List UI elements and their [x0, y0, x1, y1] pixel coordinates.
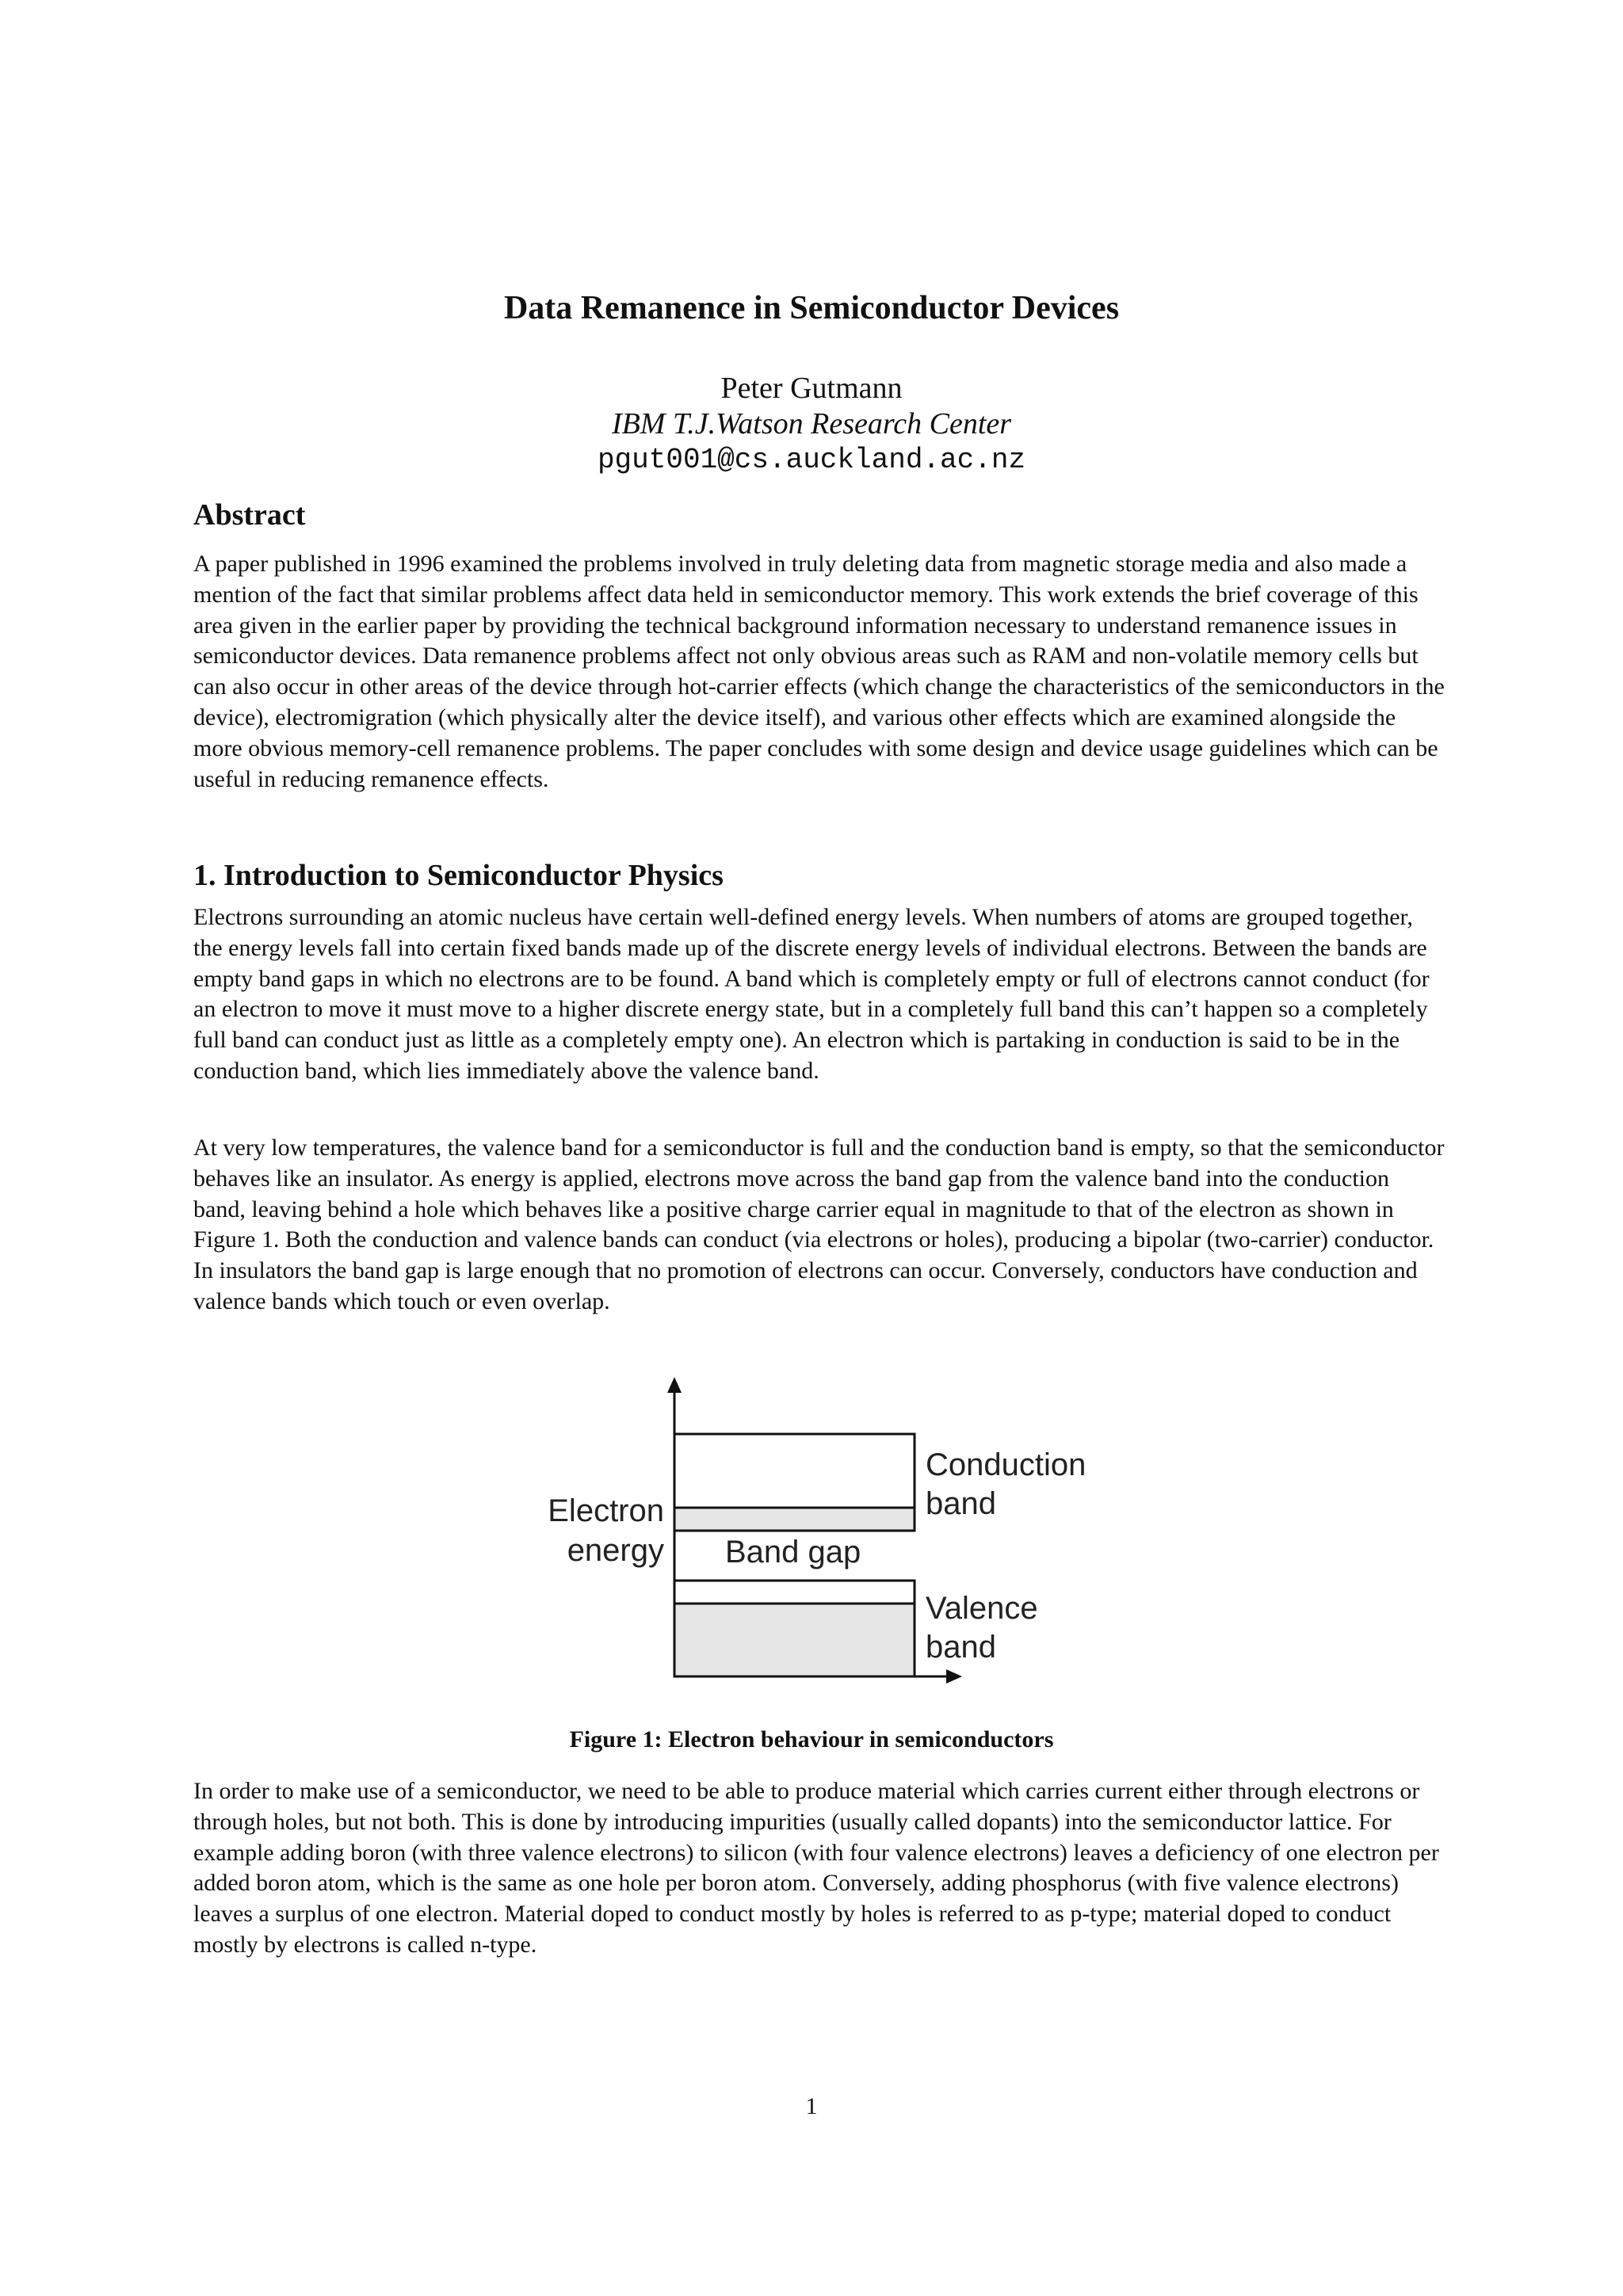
abstract-heading: Abstract	[193, 498, 306, 532]
conduction-band-label-1: Conduction	[926, 1447, 1086, 1482]
paragraph-intro-2: At very low temperatures, the valence band for a semiconductor is full and the conduction band is empty, so that the semiconductor behaves like an insulator. As energy is applied, electrons move across the band gap from the valence band into the conduction band, leaving behind a hole which behaves like a positive charge carrier equal in magnitude to that of the electron as shown in Figure 1. Both the conduction and valence bands can conduct (via electrons or holes), producing a bipolar (two-carrier) conductor. In insulators the band gap is large enough that no promotion of electrons can occur. Conversely, conductors have conduction and valence bands which touch or even overlap.	[193, 1135, 1445, 1314]
paper-title: Data Remanence in Semiconductor Devices	[503, 290, 1120, 326]
figure-band-diagram	[0, 1377, 1623, 1694]
paragraph-intro-3: In order to make use of a semiconductor, we need to be able to produce material which carries current either through electrons or through holes, but not both. This is done by introducing impurities (usually called dopants) into the semiconductor lattice. For example adding boron (with three valence electrons) to silicon (with four valence electrons) leaves a deficiency of one electron per added boron atom, which is the same as one hole per boron atom. Conversely, adding phosphorus (with five valence electrons) leaves a surplus of one electron. Material doped to conduct mostly by holes is referred to as p-type; material doped to conduct mostly by electrons is called n-type.	[193, 1778, 1439, 1958]
band-diagram-svg	[0, 1377, 1623, 1694]
conduction-band-label-2: band	[926, 1486, 996, 1521]
axis-label-energy: energy	[567, 1533, 664, 1568]
band-gap-label: Band gap	[725, 1535, 861, 1569]
valence-band-label-1: Valence	[926, 1591, 1038, 1626]
author-email: pgut001@cs.auckland.ac.nz	[597, 444, 1026, 476]
axis-label-electron: Electron	[548, 1493, 664, 1528]
abstract-text: A paper published in 1996 examined the problems involved in truly deleting data from magnetic storage media and also made a mention of the fact that similar problems affect data held in semiconductor memory. This work extends the brief coverage of this area given in the earlier paper by providing the technical background information necessary to understand remanence issues in semiconductor devices. Data remanence problems affect not only obvious areas such as RAM and non-volatile memory cells but can also occur in other areas of the device through hot-carrier effects (which change the characteristics of the semiconductors in the device), electromigration (which physically alter the device itself), and various other effects which are examined alongside the more obvious memory-cell remanence problems. The paper concludes with some design and device usage guidelines which can be useful in reducing remanence effects.	[193, 551, 1445, 792]
paragraph-intro-1: Electrons surrounding an atomic nucleus have certain well-defined energy levels. When numbers of atoms are grouped together, the energy levels fall into certain fixed bands made up of the discrete energy levels of individual electrons. Between the bands are empty band gaps in which no electrons are to be found. A band which is completely empty or full of electrons cannot conduct (for an electron to move it must move to a higher discrete energy state, but in a completely full band this can’t happen so a completely full band can conduct just as little as a completely empty one). An electron which is partaking in conduction is said to be in the conduction band, which lies immediately above the valence band.	[193, 904, 1430, 1084]
page-number: 1	[805, 2093, 818, 2119]
valence-band-filled	[674, 1604, 915, 1676]
valence-band-empty	[674, 1581, 915, 1604]
energy-axis-arrowhead	[667, 1377, 682, 1393]
author-name: Peter Gutmann	[720, 372, 903, 405]
author-affiliation: IBM T.J.Watson Research Center	[611, 407, 1012, 441]
baseline-axis-arrowhead	[946, 1669, 962, 1684]
section-heading-introduction: 1. Introduction to Semiconductor Physics	[193, 859, 724, 892]
conduction-band-filled	[674, 1508, 915, 1531]
valence-band-label-2: band	[926, 1630, 996, 1665]
figure-caption: Figure 1: Electron behaviour in semiconductors	[569, 1726, 1054, 1753]
